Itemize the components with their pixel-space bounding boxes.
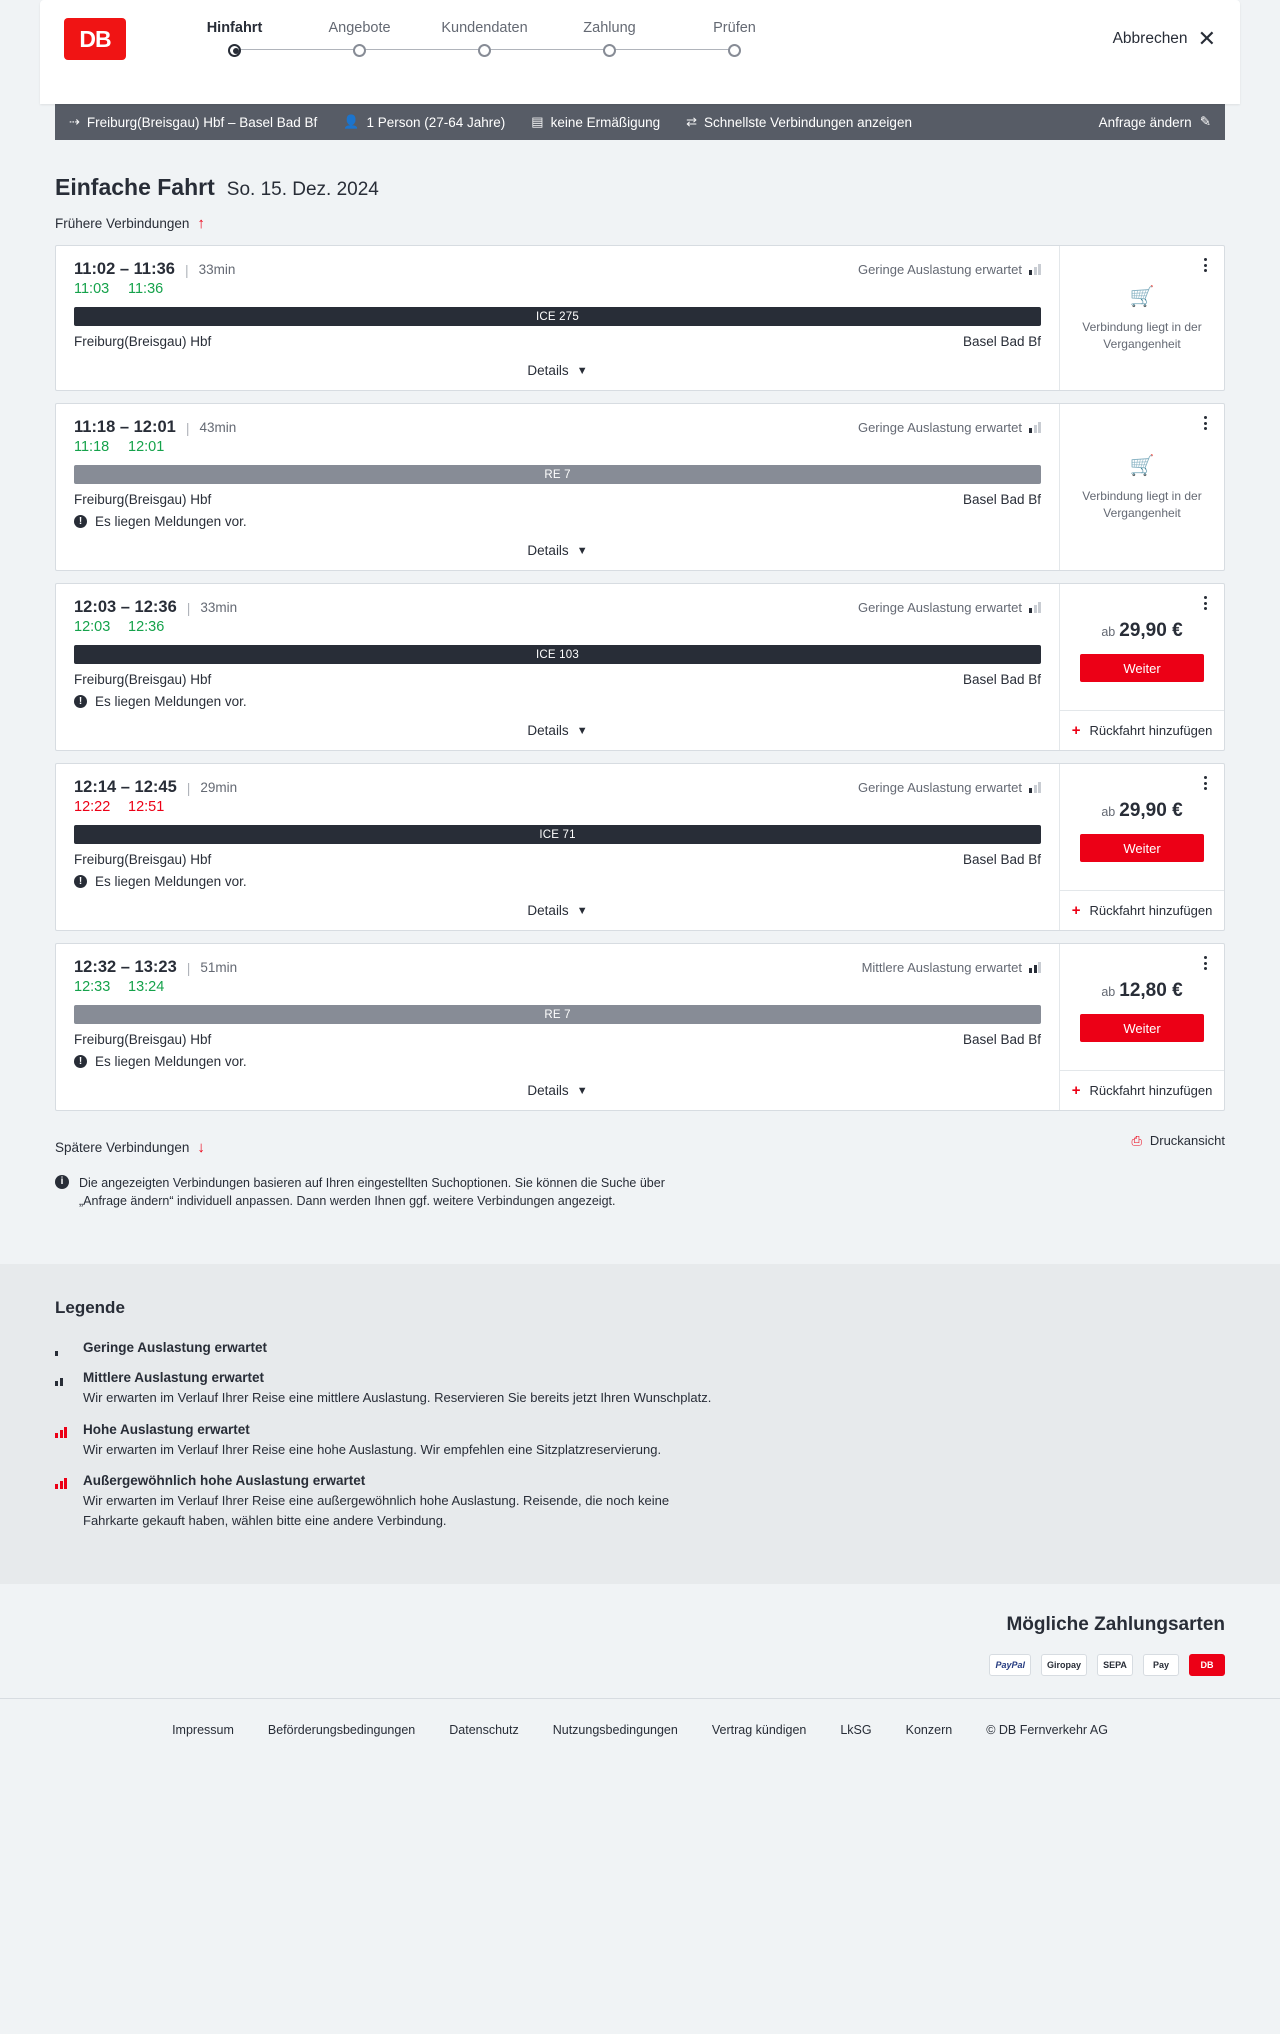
- results-bottom-row: [55, 1125, 1225, 1156]
- step-dot-wrap: [672, 36, 797, 64]
- footer-link[interactable]: Nutzungsbedingungen: [552, 1723, 678, 1738]
- legend-item: [55, 1370, 1225, 1408]
- close-icon[interactable]: ✕: [1197, 26, 1216, 51]
- occupancy-label: Geringe Auslastung erwartet: [857, 600, 1022, 615]
- occupancy-indicator: [858, 420, 1041, 435]
- more-options-icon[interactable]: [1196, 592, 1214, 614]
- connection-price: [1101, 620, 1182, 642]
- connection-main: [56, 944, 1059, 1110]
- search-info-text: Die angezeigten Verbindungen basieren auf Ihren eingestellten Suchoptionen. Sie können die Suche über „Anfrage ändern“ individuell anpassen. Dann werden Ihnen ggf. weitere Verbindungen angezeigt.: [79, 1176, 665, 1209]
- train-name: ICE 275: [536, 310, 579, 323]
- add-return-label: Rückfahrt hinzufügen: [1089, 903, 1213, 918]
- legend-item-body: [83, 1473, 723, 1530]
- footer-link[interactable]: Impressum: [172, 1723, 234, 1738]
- destination-station: Basel Bad Bf: [962, 1032, 1041, 1047]
- step-label: Hinfahrt: [206, 20, 263, 36]
- destination-station: Basel Bad Bf: [962, 672, 1041, 687]
- print-view-label: Druckansicht: [1149, 1133, 1225, 1148]
- payment-icon-paypal: PayPal: [989, 1654, 1031, 1676]
- booking-header: [40, 0, 1240, 104]
- connection-duration: 33min: [198, 262, 236, 277]
- legend-item-title: Außergewöhnlich hohe Auslastung erwartet: [83, 1473, 366, 1489]
- legend-item-title: Geringe Auslastung erwartet: [83, 1340, 268, 1356]
- cancel-label: Abbrechen: [1112, 30, 1188, 47]
- occupancy-label: Geringe Auslastung erwartet: [857, 262, 1022, 277]
- occupancy-indicator: [858, 600, 1041, 615]
- change-search-button[interactable]: [1099, 114, 1211, 130]
- destination-station: Basel Bad Bf: [962, 334, 1041, 349]
- connection-time-range: 11:02 – 11:36: [74, 260, 175, 278]
- connection-actual-times: [74, 799, 1041, 815]
- legend-item: [55, 1473, 1225, 1530]
- price-value: 12,80 €: [1119, 980, 1183, 1001]
- price-value: 29,90 €: [1119, 800, 1183, 821]
- time-separator: |: [186, 779, 191, 796]
- change-search-label: Anfrage ändern: [1098, 114, 1192, 130]
- footer-link[interactable]: Datenschutz: [449, 1723, 519, 1738]
- details-label: Details: [527, 723, 569, 738]
- warning-icon: !: [74, 875, 87, 888]
- connection-message[interactable]: [74, 694, 1041, 709]
- connection-main: [56, 404, 1059, 570]
- step-label: Angebote: [328, 20, 391, 36]
- route-arrow-icon: ⇢: [69, 114, 80, 129]
- step-label: Kundendaten: [441, 20, 528, 36]
- occupancy-bars-icon: [1029, 602, 1041, 613]
- step-connector: [485, 49, 610, 50]
- warning-icon: !: [74, 1055, 87, 1068]
- price-prefix: ab: [1101, 985, 1116, 999]
- chevron-down-icon: ▼: [576, 904, 588, 917]
- time-separator: |: [186, 599, 191, 616]
- plus-icon: +: [1071, 902, 1081, 919]
- occupancy-indicator: [858, 262, 1041, 277]
- print-view-button[interactable]: [1131, 1133, 1225, 1149]
- chevron-down-icon: ▼: [576, 1084, 588, 1097]
- printer-icon: ⎙: [1131, 1132, 1142, 1148]
- connection-time-range: 12:32 – 13:23: [74, 958, 177, 976]
- add-return-button[interactable]: [1060, 710, 1224, 750]
- connection-actual-times: [74, 281, 1041, 297]
- origin-station: Freiburg(Breisgau) Hbf: [74, 334, 212, 349]
- connection-card: [55, 583, 1225, 751]
- step-kundendaten[interactable]: [422, 20, 547, 64]
- step-connector: [235, 49, 360, 50]
- occupancy-bars-icon: [1029, 264, 1041, 275]
- departure-time: 11:18: [74, 439, 110, 455]
- summary-discount[interactable]: [531, 114, 660, 130]
- payment-icon-db: DB: [1189, 1654, 1225, 1676]
- details-toggle[interactable]: [74, 529, 1041, 570]
- price-prefix: ab: [1101, 805, 1116, 819]
- connection-side: [1059, 404, 1224, 570]
- continue-button[interactable]: Weiter: [1080, 654, 1204, 682]
- later-connections-label: Spätere Verbindungen: [55, 1140, 190, 1155]
- connection-message[interactable]: [74, 874, 1041, 889]
- add-return-button[interactable]: [1060, 890, 1224, 930]
- occupancy-label: Geringe Auslastung erwartet: [857, 420, 1022, 435]
- db-logo: DB: [64, 18, 126, 60]
- legend-title: Legende: [55, 1298, 125, 1318]
- connection-main: [56, 584, 1059, 750]
- cancel-button[interactable]: [1113, 28, 1216, 50]
- connection-price: [1101, 980, 1182, 1002]
- connection-message-label: Es liegen Meldungen vor.: [95, 514, 247, 529]
- legend-item-title: Mittlere Auslastung erwartet: [83, 1370, 265, 1386]
- occupancy-label: Mittlere Auslastung erwartet: [861, 960, 1022, 975]
- details-label: Details: [527, 903, 569, 918]
- summary-option[interactable]: [686, 114, 912, 130]
- arrival-time: 11:36: [128, 281, 164, 297]
- person-icon: 👤: [343, 114, 360, 129]
- legend-item-desc: Wir erwarten im Verlauf Ihrer Reise eine mittlere Auslastung. Reservieren Sie bereits jetzt Ihren Wunschplatz.: [83, 1390, 712, 1406]
- connection-time-row: [74, 260, 1041, 279]
- details-toggle[interactable]: [74, 709, 1041, 750]
- more-options-icon[interactable]: [1196, 412, 1214, 434]
- connection-time-range: 12:14 – 12:45: [74, 778, 177, 796]
- occupancy-bars-icon: [55, 1425, 69, 1438]
- arrow-down-icon: ↓: [197, 1139, 205, 1156]
- card-icon: ▤: [531, 114, 544, 129]
- connection-card: [55, 403, 1225, 571]
- summary-option-label: Schnellste Verbindungen anzeigen: [704, 114, 912, 130]
- origin-station: Freiburg(Breisgau) Hbf: [74, 852, 212, 867]
- step-dot-icon: [228, 44, 241, 57]
- continue-button[interactable]: Weiter: [1080, 834, 1204, 862]
- summary-route[interactable]: [69, 114, 317, 130]
- connection-time-row: [74, 958, 1041, 977]
- add-return-label: Rückfahrt hinzufügen: [1089, 723, 1213, 738]
- arrival-time: 12:01: [128, 439, 165, 455]
- info-icon: i: [55, 1175, 69, 1189]
- step-dot-wrap: [422, 36, 547, 64]
- search-info-note: [55, 1174, 665, 1250]
- connection-stations: [74, 672, 1041, 687]
- connection-time-row: [74, 598, 1041, 617]
- price-prefix: ab: [1101, 625, 1116, 639]
- more-options-icon[interactable]: [1196, 254, 1214, 276]
- legend-item-body: [83, 1422, 661, 1460]
- search-summary-bar: [55, 104, 1225, 140]
- step-dot-icon: [603, 44, 616, 57]
- payment-icon-giropay: Giropay: [1041, 1654, 1087, 1676]
- footer-copyright: © DB Fernverkehr AG: [986, 1723, 1108, 1738]
- connections-list: [55, 245, 1225, 1111]
- train-badge[interactable]: [74, 825, 1041, 844]
- connection-stations: [74, 852, 1041, 867]
- price-value: 29,90 €: [1119, 620, 1183, 641]
- warning-icon: !: [74, 515, 87, 528]
- time-separator: |: [186, 959, 191, 976]
- train-name: RE 7: [544, 468, 571, 481]
- legend-item-desc: Wir erwarten im Verlauf Ihrer Reise eine hohe Auslastung. Wir empfehlen eine Sitzplatzreservierung.: [83, 1441, 662, 1457]
- departure-time: 12:03: [74, 619, 111, 635]
- details-label: Details: [527, 1083, 569, 1098]
- summary-discount-label: keine Ermäßigung: [550, 114, 661, 130]
- step-dot-icon: [728, 44, 741, 57]
- page-title-text: Einfache Fahrt: [55, 174, 215, 200]
- train-name: ICE 103: [536, 648, 579, 661]
- more-options-icon[interactable]: [1196, 952, 1214, 974]
- footer-link[interactable]: Vertrag kündigen: [711, 1723, 807, 1738]
- arrival-time: 12:36: [128, 619, 165, 635]
- step-dot-wrap: [172, 36, 297, 64]
- departure-time: 11:03: [74, 281, 110, 297]
- payment-icons: [55, 1654, 1225, 1676]
- step-hinfahrt[interactable]: [172, 20, 297, 64]
- destination-station: Basel Bad Bf: [962, 492, 1041, 507]
- connection-stations: [74, 1032, 1041, 1047]
- occupancy-bars-icon: [55, 1373, 69, 1386]
- occupancy-indicator: [858, 780, 1041, 795]
- connection-main: [56, 246, 1059, 390]
- summary-route-label: Freiburg(Breisgau) Hbf – Basel Bad Bf: [86, 114, 318, 130]
- step-connector: [610, 49, 735, 50]
- pencil-icon: ✎: [1199, 114, 1211, 129]
- train-badge[interactable]: [74, 465, 1041, 484]
- origin-station: Freiburg(Breisgau) Hbf: [74, 492, 212, 507]
- footer-link[interactable]: Beförderungsbedingungen: [267, 1723, 416, 1738]
- legend-item: [55, 1422, 1225, 1460]
- footer: [0, 1698, 1280, 1767]
- warning-icon: !: [74, 695, 87, 708]
- connection-message-label: Es liegen Meldungen vor.: [95, 694, 247, 709]
- plus-icon: +: [1071, 1082, 1081, 1099]
- results-content: [0, 174, 1280, 1250]
- connection-time-row: [74, 418, 1041, 437]
- occupancy-bars-icon: [1029, 782, 1041, 793]
- departure-time: 12:22: [74, 799, 111, 815]
- step-dot-icon: [353, 44, 366, 57]
- connection-message-label: Es liegen Meldungen vor.: [95, 874, 247, 889]
- booking-stepper: [172, 20, 797, 64]
- more-options-icon[interactable]: [1196, 772, 1214, 794]
- connection-message-label: Es liegen Meldungen vor.: [95, 1054, 247, 1069]
- connection-card: [55, 763, 1225, 931]
- departure-time: 12:33: [74, 979, 111, 995]
- legend-item-desc: Wir erwarten im Verlauf Ihrer Reise eine außergewöhnlich hohe Auslastung. Reisende, die noch keine Fahrkarte gekauft haben, wählen bitte eine andere Verbindung.: [83, 1493, 670, 1528]
- origin-station: Freiburg(Breisgau) Hbf: [74, 672, 212, 687]
- connection-duration: 33min: [200, 600, 238, 615]
- step-label: Prüfen: [713, 20, 756, 36]
- step-dot-wrap: [297, 36, 422, 64]
- train-name: RE 7: [544, 1008, 571, 1021]
- page-title: [55, 174, 1225, 201]
- details-label: Details: [527, 543, 569, 558]
- chevron-down-icon: ▼: [576, 544, 588, 557]
- time-separator: |: [184, 261, 189, 278]
- legend-item-body: [83, 1370, 711, 1408]
- earlier-connections-label: Frühere Verbindungen: [55, 216, 190, 231]
- footer-link[interactable]: Konzern: [905, 1723, 953, 1738]
- connection-card: [55, 943, 1225, 1111]
- connection-time-range: 12:03 – 12:36: [74, 598, 177, 616]
- arrow-up-icon: ↑: [197, 215, 205, 232]
- payment-icon-pay: Pay: [1143, 1654, 1179, 1676]
- payment-section: [0, 1584, 1280, 1698]
- summary-passengers[interactable]: [343, 114, 505, 130]
- connection-side: [1059, 246, 1224, 390]
- details-label: Details: [527, 363, 569, 378]
- connection-stations: [74, 492, 1041, 507]
- earlier-connections-button[interactable]: [55, 215, 205, 232]
- train-badge[interactable]: [74, 307, 1041, 326]
- chevron-down-icon: ▼: [576, 364, 588, 377]
- time-separator: |: [185, 419, 190, 436]
- payment-icon-sepa: SEPA: [1097, 1654, 1133, 1676]
- occupancy-bars-icon: [1029, 422, 1041, 433]
- details-toggle[interactable]: [74, 889, 1041, 930]
- train-badge[interactable]: [74, 645, 1041, 664]
- occupancy-label: Geringe Auslastung erwartet: [857, 780, 1022, 795]
- connection-side: [1059, 944, 1224, 1110]
- plus-icon: +: [1071, 722, 1081, 739]
- legend-list: [55, 1340, 1225, 1530]
- step-dot-icon: [478, 44, 491, 57]
- step-label: Zahlung: [583, 20, 636, 36]
- arrival-time: 13:24: [128, 979, 165, 995]
- payment-title: Mögliche Zahlungsarten: [1006, 1614, 1225, 1636]
- connection-stations: [74, 334, 1041, 349]
- connection-side: [1059, 764, 1224, 930]
- cart-disabled-icon: 🛒: [1129, 286, 1155, 309]
- summary-passengers-label: 1 Person (27-64 Jahre): [366, 114, 506, 130]
- destination-station: Basel Bad Bf: [962, 852, 1041, 867]
- connection-actual-times: [74, 619, 1041, 635]
- connection-card: [55, 245, 1225, 391]
- add-return-button[interactable]: [1060, 1070, 1224, 1110]
- later-connections-button[interactable]: [55, 1139, 205, 1156]
- connection-actual-times: [74, 439, 1041, 455]
- step-angebote[interactable]: [297, 20, 422, 64]
- connection-message[interactable]: [74, 514, 1041, 529]
- occupancy-indicator: [862, 960, 1041, 975]
- arrival-time: 12:51: [128, 799, 165, 815]
- chevron-down-icon: ▼: [576, 724, 588, 737]
- step-dot-wrap: [547, 36, 672, 64]
- connection-time-row: [74, 778, 1041, 797]
- connection-duration: 43min: [199, 420, 237, 435]
- occupancy-bars-icon: [1029, 962, 1041, 973]
- past-connection-label: Verbindung liegt in der Vergangenheit: [1082, 320, 1202, 351]
- connection-side: [1059, 584, 1224, 750]
- connection-duration: 29min: [200, 780, 238, 795]
- train-name: ICE 71: [539, 828, 576, 841]
- step-prüfen[interactable]: [672, 20, 797, 64]
- cart-disabled-icon: 🛒: [1129, 455, 1155, 478]
- connection-actual-times: [74, 979, 1041, 995]
- connection-duration: 51min: [200, 960, 238, 975]
- legend-section: [0, 1264, 1280, 1584]
- connection-main: [56, 764, 1059, 930]
- continue-button[interactable]: Weiter: [1080, 1014, 1204, 1042]
- page-title-date: So. 15. Dez. 2024: [226, 179, 379, 200]
- origin-station: Freiburg(Breisgau) Hbf: [74, 1032, 212, 1047]
- add-return-label: Rückfahrt hinzufügen: [1089, 1083, 1213, 1098]
- train-badge[interactable]: [74, 1005, 1041, 1024]
- occupancy-bars-icon: [55, 1343, 69, 1356]
- step-connector: [360, 49, 485, 50]
- step-zahlung[interactable]: [547, 20, 672, 64]
- past-connection-label: Verbindung liegt in der Vergangenheit: [1082, 489, 1202, 520]
- connection-time-range: 11:18 – 12:01: [74, 418, 176, 436]
- details-toggle[interactable]: [74, 349, 1041, 390]
- connection-price: [1101, 800, 1182, 822]
- filter-icon: ⇄: [686, 114, 698, 129]
- details-toggle[interactable]: [74, 1069, 1041, 1110]
- connection-message[interactable]: [74, 1054, 1041, 1069]
- legend-item: [55, 1340, 1225, 1356]
- footer-link[interactable]: LkSG: [840, 1723, 872, 1738]
- legend-item-body: [83, 1340, 267, 1356]
- occupancy-bars-icon: [55, 1476, 69, 1489]
- legend-item-title: Hohe Auslastung erwartet: [83, 1421, 250, 1437]
